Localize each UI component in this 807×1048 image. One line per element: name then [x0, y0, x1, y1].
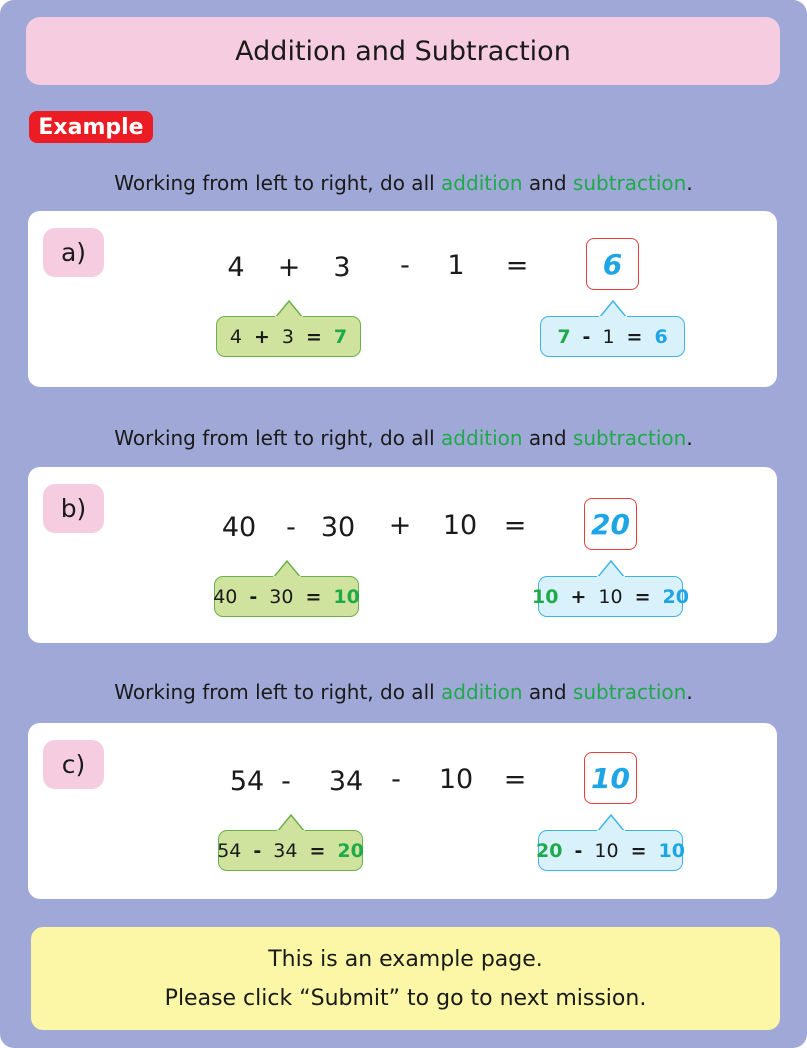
step-result: 6 [654, 325, 668, 348]
step-operator: - [253, 839, 262, 862]
instruction-subtraction: subtraction [572, 171, 687, 195]
problem-letter [43, 228, 104, 277]
page-title [26, 17, 780, 85]
instruction-a [0, 171, 807, 195]
instruction-subtraction: subtraction [572, 426, 687, 450]
instruction-text: and [522, 680, 573, 704]
answer-value: 10 [591, 761, 630, 795]
step-equals: = [305, 585, 322, 608]
problem-letter-text: c) [61, 750, 86, 779]
step-term: 20 [536, 839, 563, 862]
instruction-subtraction: subtraction [572, 680, 687, 704]
expression-term: 34 [328, 766, 364, 797]
expression-operator: + [388, 510, 412, 541]
problem-letter [43, 484, 104, 533]
step-equals: = [309, 839, 326, 862]
notice-line-2: Please click “Submit” to go to next mission. [164, 985, 647, 1011]
expression-term: 54 [229, 766, 265, 797]
step-operator: - [249, 585, 258, 608]
expression-term: 30 [320, 512, 356, 543]
step-term: 30 [269, 585, 294, 608]
step-term: 3 [281, 325, 294, 348]
step-term: 4 [229, 325, 242, 348]
example-badge [29, 111, 153, 143]
problem-letter-text: b) [60, 494, 87, 523]
step-term: 1 [602, 325, 615, 348]
problem-card-b [28, 467, 777, 643]
instruction-addition: addition [441, 680, 523, 704]
expression-term: 40 [221, 512, 257, 543]
expression-term: 4 [227, 252, 245, 283]
answer-value: 6 [602, 247, 623, 281]
problem-card-c [28, 723, 777, 899]
instruction-text: Working from left to right, do all [114, 680, 442, 704]
example-notice [31, 927, 780, 1030]
instruction-text: . [686, 680, 693, 704]
expression-term: 1 [447, 250, 465, 281]
page-title-text: Addition and Subtraction [235, 35, 571, 67]
expression-operator: - [391, 764, 401, 795]
expression-operator: + [277, 252, 301, 283]
problem-letter-text: a) [60, 238, 87, 267]
notice-line-1: This is an example page. [268, 946, 543, 972]
step-term: 54 [217, 839, 242, 862]
answer-box [586, 238, 639, 290]
expression-equals: = [505, 250, 529, 281]
step-operator: - [582, 325, 591, 348]
answer-value: 20 [591, 507, 630, 541]
step-result: 20 [662, 585, 689, 608]
expression-operator: - [400, 250, 410, 281]
step-term: 40 [213, 585, 238, 608]
expression-term: 10 [438, 764, 474, 795]
instruction-text: and [522, 171, 573, 195]
instruction-text: . [686, 426, 693, 450]
answer-box [584, 498, 637, 550]
expression-term: 3 [333, 252, 351, 283]
step1-bubble [218, 830, 363, 871]
step-equals: = [634, 585, 651, 608]
step2-bubble [532, 576, 689, 617]
instruction-text: . [686, 171, 693, 195]
step-result: 10 [333, 585, 360, 608]
step-result: 10 [658, 839, 685, 862]
instruction-addition: addition [441, 426, 523, 450]
step-equals: = [305, 325, 322, 348]
step-term: 10 [598, 585, 623, 608]
step-term: 10 [532, 585, 559, 608]
instruction-c [0, 680, 807, 704]
step-equals: = [626, 325, 643, 348]
expression-term: 10 [442, 510, 478, 541]
example-badge-label: Example [38, 114, 144, 140]
instruction-b [0, 426, 807, 450]
step-result: 20 [337, 839, 364, 862]
step-result: 7 [333, 325, 348, 348]
step-term: 34 [273, 839, 298, 862]
step-equals: = [630, 839, 647, 862]
step-term: 10 [594, 839, 619, 862]
instruction-text: Working from left to right, do all [114, 426, 442, 450]
expression-operator: - [281, 766, 291, 797]
expression-equals: = [503, 510, 527, 541]
step-term: 7 [557, 325, 571, 348]
instruction-text: and [522, 426, 573, 450]
step-operator: + [253, 325, 270, 348]
step-operator: - [574, 839, 583, 862]
step-operator: + [570, 585, 587, 608]
instruction-addition: addition [441, 171, 523, 195]
problem-letter [43, 740, 104, 789]
step1-bubble [214, 576, 359, 617]
step2-bubble [540, 316, 685, 357]
instruction-text: Working from left to right, do all [114, 171, 442, 195]
expression-operator: - [286, 512, 296, 543]
answer-box [584, 752, 637, 804]
step2-bubble [538, 830, 683, 871]
problem-card-a [28, 211, 777, 387]
expression-equals: = [503, 764, 527, 795]
step1-bubble [216, 316, 361, 357]
